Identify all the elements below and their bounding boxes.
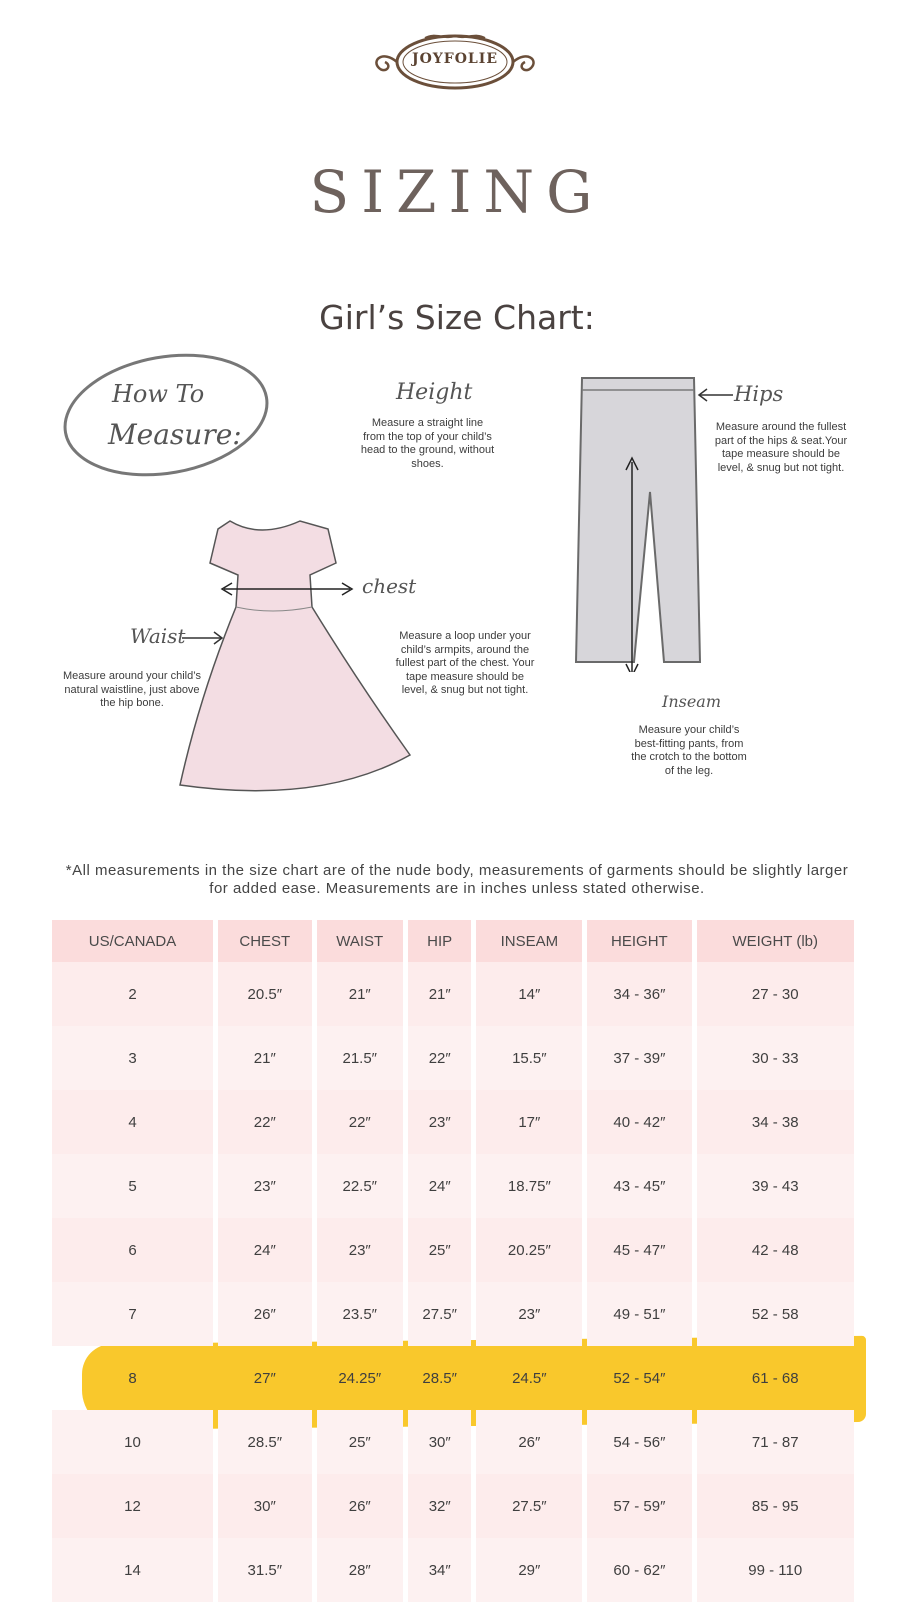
cell-size: 12: [52, 1474, 213, 1538]
table-row: [52, 1218, 854, 1282]
cell-waist: 24.25″: [338, 1369, 382, 1387]
waist-label: Waist: [130, 624, 186, 648]
cell-waist: 23.5″: [317, 1282, 403, 1346]
table-row: [52, 962, 854, 1026]
cell-height: 54 - 56″: [587, 1410, 691, 1474]
waist-arrow-icon: [180, 630, 226, 646]
dress-illustration: [160, 515, 420, 815]
cell-weight: 52 - 58: [697, 1282, 854, 1346]
cell-height: 45 - 47″: [587, 1218, 691, 1282]
cell-hip: 30″: [408, 1410, 472, 1474]
cell-weight: 61 - 68: [751, 1369, 799, 1387]
pants-illustration: [568, 372, 708, 672]
cell-height: 49 - 51″: [587, 1282, 691, 1346]
cell-chest: 20.5″: [218, 962, 312, 1026]
height-desc: Measure a straight line from the top of your child’s head to the ground, without shoes.: [360, 417, 495, 470]
cell-height: 34 - 36″: [587, 962, 691, 1026]
cell-hip: 24″: [408, 1154, 472, 1218]
cell-inseam: 17″: [476, 1090, 582, 1154]
how-to-line2: Measure:: [108, 418, 242, 451]
cell-weight: 34 - 38: [697, 1090, 854, 1154]
header-waist: WAIST: [317, 920, 403, 962]
header-us-canada: US/CANADA: [52, 920, 213, 962]
table-header-row: [52, 920, 854, 962]
cell-size: 2: [52, 962, 213, 1026]
cell-waist: 21.5″: [317, 1026, 403, 1090]
cell-height: 52 - 54″: [613, 1369, 666, 1387]
header-height: HEIGHT: [587, 920, 691, 962]
cell-inseam: 29″: [476, 1538, 582, 1602]
cell-chest: 31.5″: [218, 1538, 312, 1602]
table-row: [52, 1410, 854, 1474]
cell-inseam: 14″: [476, 962, 582, 1026]
cell-inseam: 18.75″: [476, 1154, 582, 1218]
cell-inseam: 23″: [476, 1282, 582, 1346]
header-hip: HIP: [408, 920, 472, 962]
cell-size: 4: [52, 1090, 213, 1154]
cell-chest: 26″: [218, 1282, 312, 1346]
measurement-note: *All measurements in the size chart are of the nude body, measurements of garments should be slightly larger for added ease. Measurements are in inches unless stated otherwise.: [65, 862, 849, 897]
cell-hip: 21″: [408, 962, 472, 1026]
cell-weight: 71 - 87: [697, 1410, 854, 1474]
inseam-label: Inseam: [662, 692, 722, 711]
cell-weight: 30 - 33: [697, 1026, 854, 1090]
cell-hip: 28.5″: [422, 1369, 457, 1387]
table-row: [52, 1026, 854, 1090]
cell-waist: 26″: [317, 1474, 403, 1538]
inseam-desc: Measure your child’s best-fitting pants, from the crotch to the bottom of the leg.: [631, 724, 747, 777]
cell-hip: 34″: [408, 1538, 472, 1602]
cell-size: 10: [52, 1410, 213, 1474]
table-row: [52, 1090, 854, 1154]
table-row: [52, 1474, 854, 1538]
cell-chest: 21″: [218, 1026, 312, 1090]
cell-inseam: 27.5″: [476, 1474, 582, 1538]
cell-size: 3: [52, 1026, 213, 1090]
cell-waist: 22.5″: [317, 1154, 403, 1218]
cell-hip: 23″: [408, 1090, 472, 1154]
header-weight: WEIGHT (lb): [697, 920, 854, 962]
cell-size: 8: [128, 1369, 137, 1387]
hips-label: Hips: [734, 382, 784, 406]
header-inseam: INSEAM: [476, 920, 582, 962]
cell-height: 37 - 39″: [587, 1026, 691, 1090]
waist-desc: Measure around your child’s natural waistline, just above the hip bone.: [63, 670, 201, 709]
size-table: [47, 920, 859, 1602]
cell-hip: 22″: [408, 1026, 472, 1090]
cell-size: 6: [52, 1218, 213, 1282]
cell-hip: 32″: [408, 1474, 472, 1538]
chart-subtitle: Girl’s Size Chart:: [319, 298, 595, 337]
table-row: [52, 1346, 854, 1410]
cell-chest: 24″: [218, 1218, 312, 1282]
cell-size: 5: [52, 1154, 213, 1218]
cell-height: 40 - 42″: [587, 1090, 691, 1154]
height-label: Height: [396, 380, 473, 405]
cell-hip: 27.5″: [408, 1282, 472, 1346]
cell-weight: 39 - 43: [697, 1154, 854, 1218]
cell-weight: 85 - 95: [697, 1474, 854, 1538]
cell-inseam: 26″: [476, 1410, 582, 1474]
cell-inseam: 20.25″: [476, 1218, 582, 1282]
cell-size: 14: [52, 1538, 213, 1602]
hips-arrow-icon: [695, 385, 735, 405]
how-to-line1: How To: [112, 380, 205, 408]
table-row: [52, 1154, 854, 1218]
cell-inseam: 24.5″: [512, 1369, 547, 1387]
cell-chest: 22″: [218, 1090, 312, 1154]
table-row: [52, 1538, 854, 1602]
chest-desc: Measure a loop under your child’s armpits, around the fullest part of the chest. Your tape measure should be level, & snug but not tight.: [395, 630, 535, 696]
cell-height: 43 - 45″: [587, 1154, 691, 1218]
cell-weight: 42 - 48: [697, 1218, 854, 1282]
cell-chest: 30″: [218, 1474, 312, 1538]
how-to-circle: [58, 350, 278, 480]
chest-label: chest: [362, 574, 417, 598]
cell-waist: 28″: [317, 1538, 403, 1602]
cell-weight: 99 - 110: [697, 1538, 854, 1602]
cell-waist: 25″: [317, 1410, 403, 1474]
cell-waist: 22″: [317, 1090, 403, 1154]
cell-waist: 23″: [317, 1218, 403, 1282]
cell-hip: 25″: [408, 1218, 472, 1282]
cell-chest: 27″: [253, 1369, 276, 1387]
hips-desc: Measure around the fullest part of the hips & seat.Your tape measure should be level, & snug but not tight.: [714, 421, 848, 474]
table-row: [52, 1282, 854, 1346]
brand-logo[interactable]: [365, 30, 545, 94]
cell-height: 57 - 59″: [587, 1474, 691, 1538]
page-title: SIZING: [309, 158, 605, 226]
header-chest: CHEST: [218, 920, 312, 962]
cell-chest: 23″: [218, 1154, 312, 1218]
cell-inseam: 15.5″: [476, 1026, 582, 1090]
logo-text: JOYFOLIE: [411, 51, 498, 67]
cell-weight: 27 - 30: [697, 962, 854, 1026]
cell-height: 60 - 62″: [587, 1538, 691, 1602]
cell-waist: 21″: [317, 962, 403, 1026]
cell-chest: 28.5″: [218, 1410, 312, 1474]
cell-size: 7: [52, 1282, 213, 1346]
